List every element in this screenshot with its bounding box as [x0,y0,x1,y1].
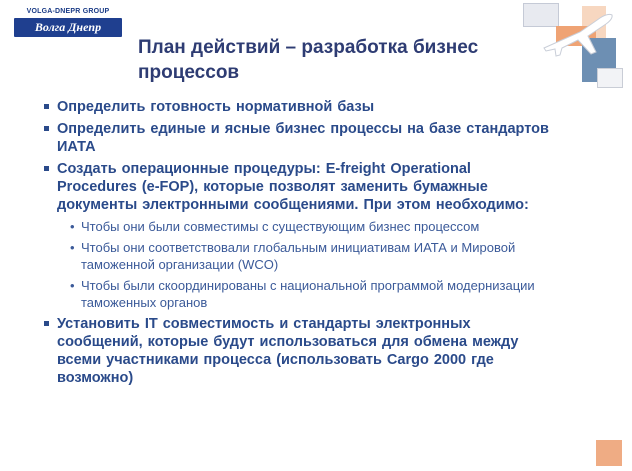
bullet-item [44,98,554,116]
sub-bullet-text: Чтобы были скоординированы с национальной программой модернизации таможенных органов [81,277,535,310]
sub-bullet-item [44,277,554,312]
sub-bullet-item [44,218,554,236]
square-bullet-icon [44,104,49,109]
bullet-item [44,120,554,156]
logo-brand-text: Волга Днепр [34,20,102,34]
bullet-item [44,160,554,214]
bullet-text: Определить единые и ясные бизнес процессы на базе стандартов ИАТА [57,121,549,155]
dot-bullet-icon: • [70,239,75,255]
bullet-text: Создать операционные процедуры: E-freight Operational Procedures (e-FOP), которые позволят заменить бумажные документы электронными сообщениями. При этом необходимо: [57,161,529,213]
dot-bullet-icon: • [70,219,75,234]
slide-title: План действий – разработка бизнес процессов [138,37,479,83]
square-bullet-icon [44,321,49,326]
sub-bullet-item [44,239,554,274]
dot-bullet-icon: • [70,277,75,293]
square-bullet-icon [44,126,49,131]
decor-square-light [597,68,623,88]
square-bullet-icon [44,166,49,171]
logo-brand-box [14,18,122,37]
sub-bullet-text: Чтобы они соответствовали глобальным инициативам ИАТА и Мировой таможенной организации (WCO) [81,239,516,272]
sub-bullet-text: Чтобы они были совместимы с существующим бизнес процессом [81,219,480,234]
airplane-icon [540,8,618,58]
bullet-text: Установить IT совместимость и стандарты электронных сообщений, которые будут использоваться для обмена между всеми участниками процесса (использовать Cargo 2000 где возможно) [57,315,519,386]
bullet-item [44,315,554,387]
decor-square-corner [596,440,622,466]
company-logo [14,8,122,37]
bullet-list [44,98,554,391]
logo-group-text: VOLGA-DNEPR GROUP [26,8,110,15]
bullet-text: Определить готовность нормативной базы [57,99,375,115]
